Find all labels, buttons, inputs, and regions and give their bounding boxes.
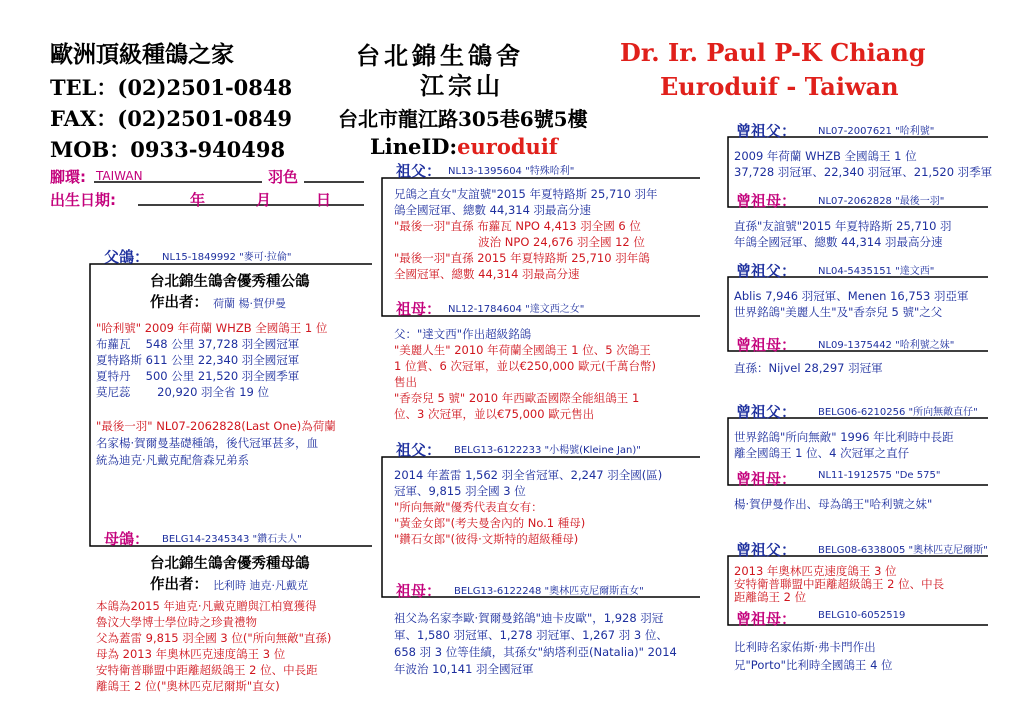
maternal-grandfather-notes: [394, 467, 662, 547]
ggm-3-note: 楊·賀伊曼作出、母為鴿王"哈利號之妹": [734, 497, 933, 511]
ggf-3-notes: [734, 429, 954, 461]
pgm-note: 父："達文西"作出超級銘鴿: [394, 327, 532, 341]
pgf-note: "最後一羽"直孫 布蘿瓦 NPO 4,413 羽全國 6 位: [394, 219, 641, 233]
pgm-note: "美麗人生" 2010 年荷蘭全國鴿王 1 位、5 次鴿王: [394, 343, 651, 357]
pgf-note: 兄鴿之直女"友誼號"2015 年夏特路斯 25,710 羽年: [394, 187, 658, 201]
ggf-3-note: 離全國鴿王 1 位、4 次冠軍之直仔: [734, 446, 910, 460]
father-record: 布蘿瓦 548 公里 37,728 羽全國冠軍: [96, 337, 300, 351]
mother-note: 父為蓋雷 9,815 羽全國 3 位("所向無敵"直孫): [96, 631, 332, 645]
ggf-2-note: Ablis 7,946 羽冠軍、Menen 16,753 羽亞軍: [734, 289, 969, 303]
ggm-4-note: 兄"Porto"比利時全國鴿王 4 位: [734, 658, 893, 672]
ggf-4-notes: [734, 565, 944, 604]
ggm-1-ring: NL07-2062828 "最後一羽": [818, 196, 945, 207]
pgf-note: 全國冠軍、總數 44,314 羽最高分速: [394, 267, 580, 281]
maternal-grandfather-label: 祖父：: [396, 441, 442, 459]
ggm-4-ring: BELG10-6052519: [818, 610, 906, 621]
ggf-2-label: 曾祖父：: [736, 262, 797, 280]
feather-color-label: 羽色: [268, 168, 299, 186]
mgf-note: "所向無敵"優秀代表直女有：: [394, 500, 543, 514]
mgf-note: 2014 年蓋雷 1,562 羽全省冠軍、2,247 羽全國(區): [394, 468, 663, 482]
ggm-1-note: 年鴿全國冠軍、總數 44,314 羽最高分速: [734, 235, 943, 249]
ggf-4-note: 距離鴿王 2 位: [734, 590, 807, 604]
pgm-note: 位、3 次冠軍，並以€75,000 歐元售出: [394, 407, 595, 421]
ggf-1-ring: NL07-2007621 "哈利號": [818, 126, 935, 137]
birth-year-label: 年: [190, 191, 206, 209]
owner-name: Dr. Ir. Paul P-K Chiang: [620, 38, 926, 67]
kennel-slogan: 歐洲頂級種鴿之家: [50, 41, 234, 68]
father-note: 統為迪克·凡戴克配詹森兄弟系: [96, 453, 250, 467]
father-author-line: [150, 291, 286, 312]
father-label: 父鴿：: [104, 248, 150, 266]
ggf-1-note: 2009 年荷蘭 WHZB 全國鴿王 1 位: [734, 149, 917, 163]
line-id: [370, 134, 558, 159]
mgf-note: "鑽石女郎"(彼得·文斯特的超級種母): [394, 532, 579, 546]
ggm-2-ring: NL09-1375442 "哈利號之妹": [818, 340, 955, 351]
ggm-2-notes: [734, 360, 883, 376]
mgm-note: 祖父為名家李歐·賀爾曼銘鴿"迪卡皮歐"，1,928 羽冠: [394, 611, 664, 625]
loft-name: 台北錦生鴿舍: [356, 41, 524, 70]
ggf-3-label: 曾祖父：: [736, 403, 797, 421]
ggf-1-notes: [734, 148, 992, 180]
maternal-grandmother-label: 祖母：: [396, 582, 442, 600]
mother-notes: [96, 598, 331, 694]
mgf-note: "黃金女郎"(考夫曼舍內的 No.1 種母): [394, 516, 586, 530]
ggm-1-notes: [734, 218, 952, 250]
father-record-text: "哈利號" 2009 年荷蘭 WHZB 全國鴿王 1 位: [96, 321, 328, 335]
ggf-2-notes: [734, 288, 968, 320]
telephone: TEL：(02)2501-0848: [50, 75, 293, 100]
ggm-2-label: 曾祖母：: [736, 336, 797, 354]
mother-author-line: [150, 573, 308, 594]
paternal-grandmother-ring: NL12-1784604 "達文西之女": [448, 304, 585, 315]
maternal-grandfather-ring: BELG13-6122233 "小楊號(Kleine Jan)": [454, 445, 641, 456]
fax: FAX：(02)2501-0849: [50, 106, 292, 131]
birth-day-label: 日: [316, 191, 332, 209]
paternal-grandfather-ring: NL13-1395604 "特殊哈利": [448, 166, 575, 177]
paternal-grandfather-label: 祖父：: [396, 162, 442, 180]
ggf-3-note: 世界銘鴿"所向無敵" 1996 年比利時中長距: [734, 430, 954, 444]
mother-ring: BELG14-2345343 "鑽石夫人": [162, 534, 302, 545]
father-note: 名家楊·賀爾曼基礎種鴿，後代冠軍甚多，血: [96, 436, 319, 450]
ggf-2-ring: NL04-5435151 "達文西": [818, 266, 935, 277]
pgf-note: 鴿全國冠軍、總數 44,314 羽最高分速: [394, 203, 592, 217]
ring-label: 腳環:: [50, 168, 86, 186]
ggf-4-label: 曾祖父：: [736, 541, 797, 559]
birth-month-label: 月: [256, 191, 272, 209]
owner-chinese-name: 江宗山: [420, 71, 504, 100]
mother-note: 安特衛普聯盟中距離超級鴿王 2 位、中長距: [96, 663, 318, 677]
maternal-grandmother-ring: BELG13-6122248 "奧林匹克尼爾斯直女": [454, 586, 644, 597]
ggf-4-note: 安特衛普聯盟中距離超級鴿王 2 位、中長: [734, 577, 945, 591]
mgm-note: 年波治 10,141 羽全國冠軍: [394, 662, 534, 676]
mother-title: 台北錦生鴿舍優秀種母鴿: [150, 556, 310, 572]
pgf-note: "最後一羽"直孫 2015 年夏特路斯 25,710 羽年鴿: [394, 251, 650, 265]
ggm-1-note: 直孫"友誼號"2015 年夏特路斯 25,710 羽: [734, 219, 952, 233]
ggf-2-note: 世界銘鴿"美麗人生"及"香奈兒 5 號"之父: [734, 305, 943, 319]
ggf-4-ring: BELG08-6338005 "奧林匹克尼爾斯": [818, 545, 988, 556]
mother-author: 比利時 迪克·凡戴克: [213, 579, 309, 592]
father-author-label: 作出者：: [150, 295, 208, 311]
line-id-value: euroduif: [457, 134, 558, 159]
ggm-4-label: 曾祖母：: [736, 610, 797, 628]
ggm-3-label: 曾祖母：: [736, 470, 797, 488]
ggf-1-note: 37,728 羽冠軍、22,340 羽冠軍、21,520 羽季軍: [734, 165, 993, 179]
mother-note: 母為 2013 年奧林匹克速度鴿王 3 位: [96, 647, 286, 661]
mgf-note: 冠軍、9,815 羽全國 3 位: [394, 484, 526, 498]
brand-name: Euroduif - Taiwan: [660, 72, 899, 101]
father-note: "最後一羽" NL07-2062828(Last One)為荷蘭: [96, 419, 336, 433]
father-title: 台北錦生鴿舍優秀種公鴿: [150, 274, 310, 290]
pgm-note: 1 位賞、6 次冠軍，並以€250,000 歐元(千萬台幣): [394, 359, 656, 373]
mother-note: 本鴿為2015 年迪克·凡戴克贈與江柏寬獲得: [96, 599, 317, 613]
line-id-label: LineID:: [370, 134, 458, 159]
pgm-note: 售出: [394, 375, 417, 389]
ggf-4-note: 2013 年奧林匹克速度鴿王 3 位: [734, 564, 897, 578]
mgm-note: 658 羽 3 位等佳績，其孫女"納塔利亞(Natalia)" 2014: [394, 645, 677, 659]
ggf-1-label: 曾祖父：: [736, 122, 797, 140]
father-record: [96, 320, 327, 336]
ggm-3-notes: [734, 496, 932, 512]
birth-date-label: 出生日期:: [50, 191, 116, 209]
ggm-3-ring: NL11-1912575 "De 575": [818, 470, 941, 481]
mother-note: 魯汶大學博士學位時之珍貴禮物: [96, 615, 257, 629]
father-record: 夏特丹 500 公里 21,520 羽全國季軍: [96, 369, 300, 383]
ring-value: TAIWAN: [96, 169, 143, 183]
father-ring: NL15-1849992 "麥可·拉倫": [162, 252, 292, 263]
pgf-note: 波治 NPO 24,676 羽全國 12 位: [394, 235, 645, 249]
ggm-4-notes: [734, 638, 893, 674]
mgm-note: 軍、1,580 羽冠軍、1,278 羽冠軍、1,267 羽 3 位、: [394, 628, 668, 642]
ggf-3-ring: BELG06-6210256 "所向無敵直仔": [818, 407, 978, 418]
mother-author-label: 作出者：: [150, 577, 208, 593]
mobile: MOB：0933-940498: [50, 137, 286, 162]
ggm-2-note: 直孫：Nijvel 28,297 羽冠軍: [734, 361, 883, 375]
father-author: 荷蘭 楊·賀伊曼: [213, 297, 287, 310]
paternal-grandmother-notes: [394, 326, 656, 422]
paternal-grandfather-notes: [394, 186, 658, 282]
address: 台北市龍江路305巷6號5樓: [338, 107, 588, 131]
pgm-note: "香奈兒 5 號" 2010 年西歐盃國際全能組鴿王 1: [394, 391, 640, 405]
paternal-grandmother-label: 祖母：: [396, 300, 442, 318]
mother-label: 母鴿：: [104, 530, 150, 548]
father-record: 莫尼蕊 20,920 羽全省 19 位: [96, 385, 269, 399]
mother-note: 離鴿王 2 位("奧林匹克尼爾斯"直女): [96, 679, 280, 693]
father-extra-notes: [96, 418, 336, 469]
father-record-list: [96, 320, 327, 400]
ggm-1-label: 曾祖母：: [736, 192, 797, 210]
father-record: 夏特路斯 611 公里 22,340 羽全國冠軍: [96, 353, 300, 367]
ggm-4-note: 比利時名家佑斯·弗卡門作出: [734, 640, 876, 654]
maternal-grandmother-notes: [394, 610, 677, 678]
